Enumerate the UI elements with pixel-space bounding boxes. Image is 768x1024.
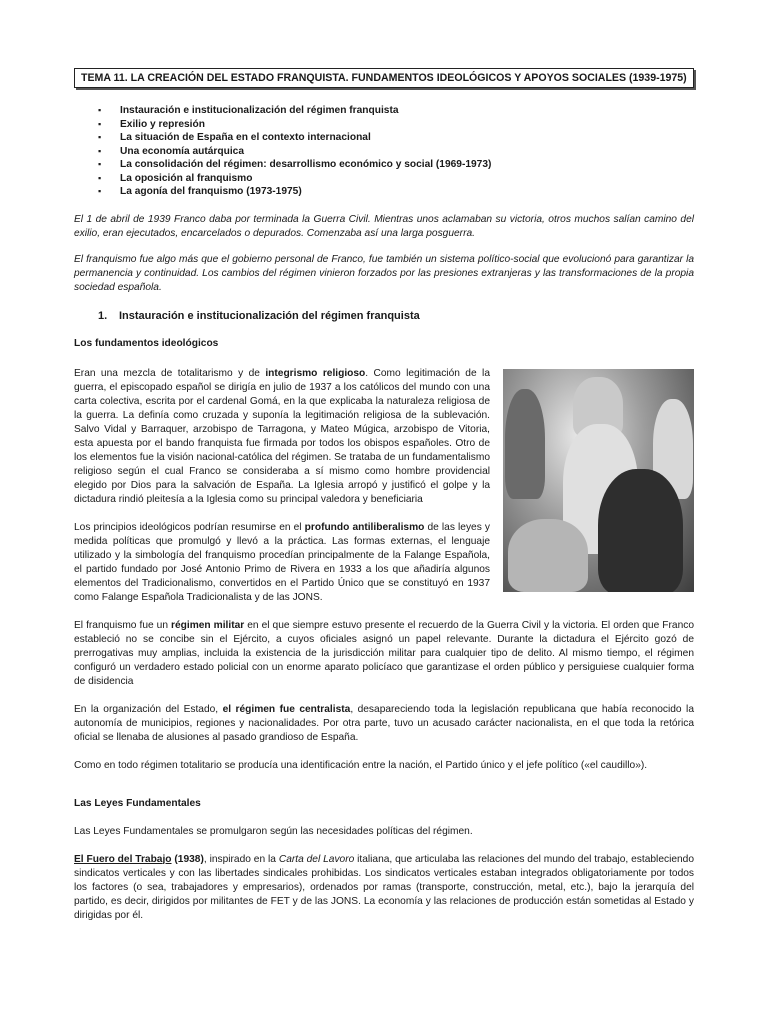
document-title: TEMA 11. LA CREACIÓN DEL ESTADO FRANQUISTA. FUNDAMENTOS IDEOLÓGICOS Y APOYOS SOCIALES (1939-1975): [74, 68, 694, 88]
paragraph-antiliberalism: Los principios ideológicos podrían resumirse en el profundo antiliberalismo de las leyes y medida políticas que promulgó y llevó a la práctica. Las formas externas, el lenguaje utilizado y la simbología del franquismo procedían principalmente de la Falange Española, el partido fundado por José Antonio Primo de Rivera en 1933 a los que añadiría algunos elementos del Tradicionalismo, convertidos en el Partido Único que se constituyó en 1937 como Falange Española Tradicionalista y de las JONS.: [74, 521, 490, 603]
toc-item: ▪ Exilio y represión: [98, 118, 694, 132]
toc-item: ▪ La oposición al franquismo: [98, 172, 694, 186]
paragraph-military-regime: El franquismo fue un régimen militar en el que siempre estuvo presente el recuerdo de la Guerra Civil y la victoria. El orden que Franco estableció no se concibe sin el Ejército, a cuyos oficiales asignó un papel relevante. Durante la dictadura el Ejército gozó de prerrogativas muy amplias, incluida la existencia de la jurisdicción militar para cualquier tipo de delito. Al mismo tiempo, el régimen configuró un verdadero estado policial con un enorme aparato policíaco que garantizase el orden público y persiguiese cualquier forma de disidencia: [74, 619, 694, 687]
section-heading-1: [74, 309, 694, 323]
historical-photo: [503, 369, 694, 592]
subheading-fundamental-laws: Las Leyes Fundamentales: [74, 797, 201, 809]
toc-item: ▪ La consolidación del régimen: desarrollismo económico y social (1969-1973): [98, 158, 694, 172]
toc-item: ▪ La agonía del franquismo (1973-1975): [98, 185, 694, 199]
toc-item: ▪ La situación de España en el contexto internacional: [98, 131, 694, 145]
paragraph-fundamental-laws: Las Leyes Fundamentales se promulgaron según las necesidades políticas del régimen.: [74, 825, 473, 837]
intro-paragraph-1: El 1 de abril de 1939 Franco daba por terminada la Guerra Civil. Mientras unos aclamaban su victoria, otros muchos salían camino del exilio, eran ejecutados, encarcelados o depurados. Comenzaba así una larga posguerra.: [74, 213, 694, 239]
paragraph-fuero-trabajo: El Fuero del Trabajo (1938), inspirado en la Carta del Lavoro italiana, que articulaba las relaciones del mundo del trabajo, estableciendo sindicatos verticales y con las libertades sindicales prohibidas. Los sindicatos verticales estaban integrados obligatoriamente por todos los factores (o sea, trabajadores y empresarios), ordenados por ramas (transporte, construcción, metal, etc.), bajo la jerarquía del partido, es decir, dirigidos por militantes de FET y de las JONS. La economía y las relaciones de producción están sometidas al Estado y dirigidas por él.: [74, 853, 695, 921]
paragraph-totalitarian: Como en todo régimen totalitario se producía una identificación entre la nación, el Partido único y el jefe político («el caudillo»).: [74, 759, 648, 771]
paragraph-religious-integrism: Eran una mezcla de totalitarismo y de integrismo religioso. Como legitimación de la guerra, el episcopado español se dirigía en julio de 1937 a los católicos del mundo con una carta colectiva, escrita por el cardenal Gomá, en la que explicaba la naturaleza religiosa de la guerra. La definía como cruzada y suponía la legitimación religiosa de la sublevación. Salvo Vidal y Barraquer, arzobispo de Tarragona, y Mateo Múgica, arzobispo de Vitoria, esta apuesta por el bando franquista fue firmada por todos los obispos españoles. Otro de los elementos fue la visión nacional-católica del régimen. Se trataba de un fundamentalismo religioso según el cual Franco se consideraba a sí mismo como hombre providencial elegido por Dios para la salvación de España. La Iglesia arropó y justificó el golpe y la dictadura rindió pleitesía a la Iglesia como su principal valedora y beneficiaria: [74, 367, 490, 505]
intro-paragraph-2: El franquismo fue algo más que el gobierno personal de Franco, fue también un sistema político-social que evolucionó para garantizar la permanencia y continuidad. Los cambios del régimen vinieron forzados por las presiones extranjeras y las transformaciones de la propia sociedad española.: [74, 253, 694, 293]
toc-item: ▪ Una economía autárquica: [98, 145, 694, 159]
subheading-ideological-foundations: Los fundamentos ideológicos: [74, 337, 219, 349]
section-title: Instauración e institucionalización del régimen franquista: [119, 309, 420, 322]
toc-item: ▪ Instauración e institucionalización del régimen franquista: [98, 104, 694, 118]
document-page: [74, 68, 694, 923]
ideology-block: [74, 367, 694, 605]
table-of-contents: [74, 104, 694, 199]
paragraph-centralism: En la organización del Estado, el régimen fue centralista, desapareciendo toda la legislación republicana que había reconocido la autonomía de municipios, regiones y nacionalidades. Por otra parte, tuvo un acusado carácter nacionalista, en el que toda la retórica oficial se llenaba de alusiones al pasado grandioso de España.: [74, 703, 694, 743]
section-number: 1.: [98, 309, 108, 322]
